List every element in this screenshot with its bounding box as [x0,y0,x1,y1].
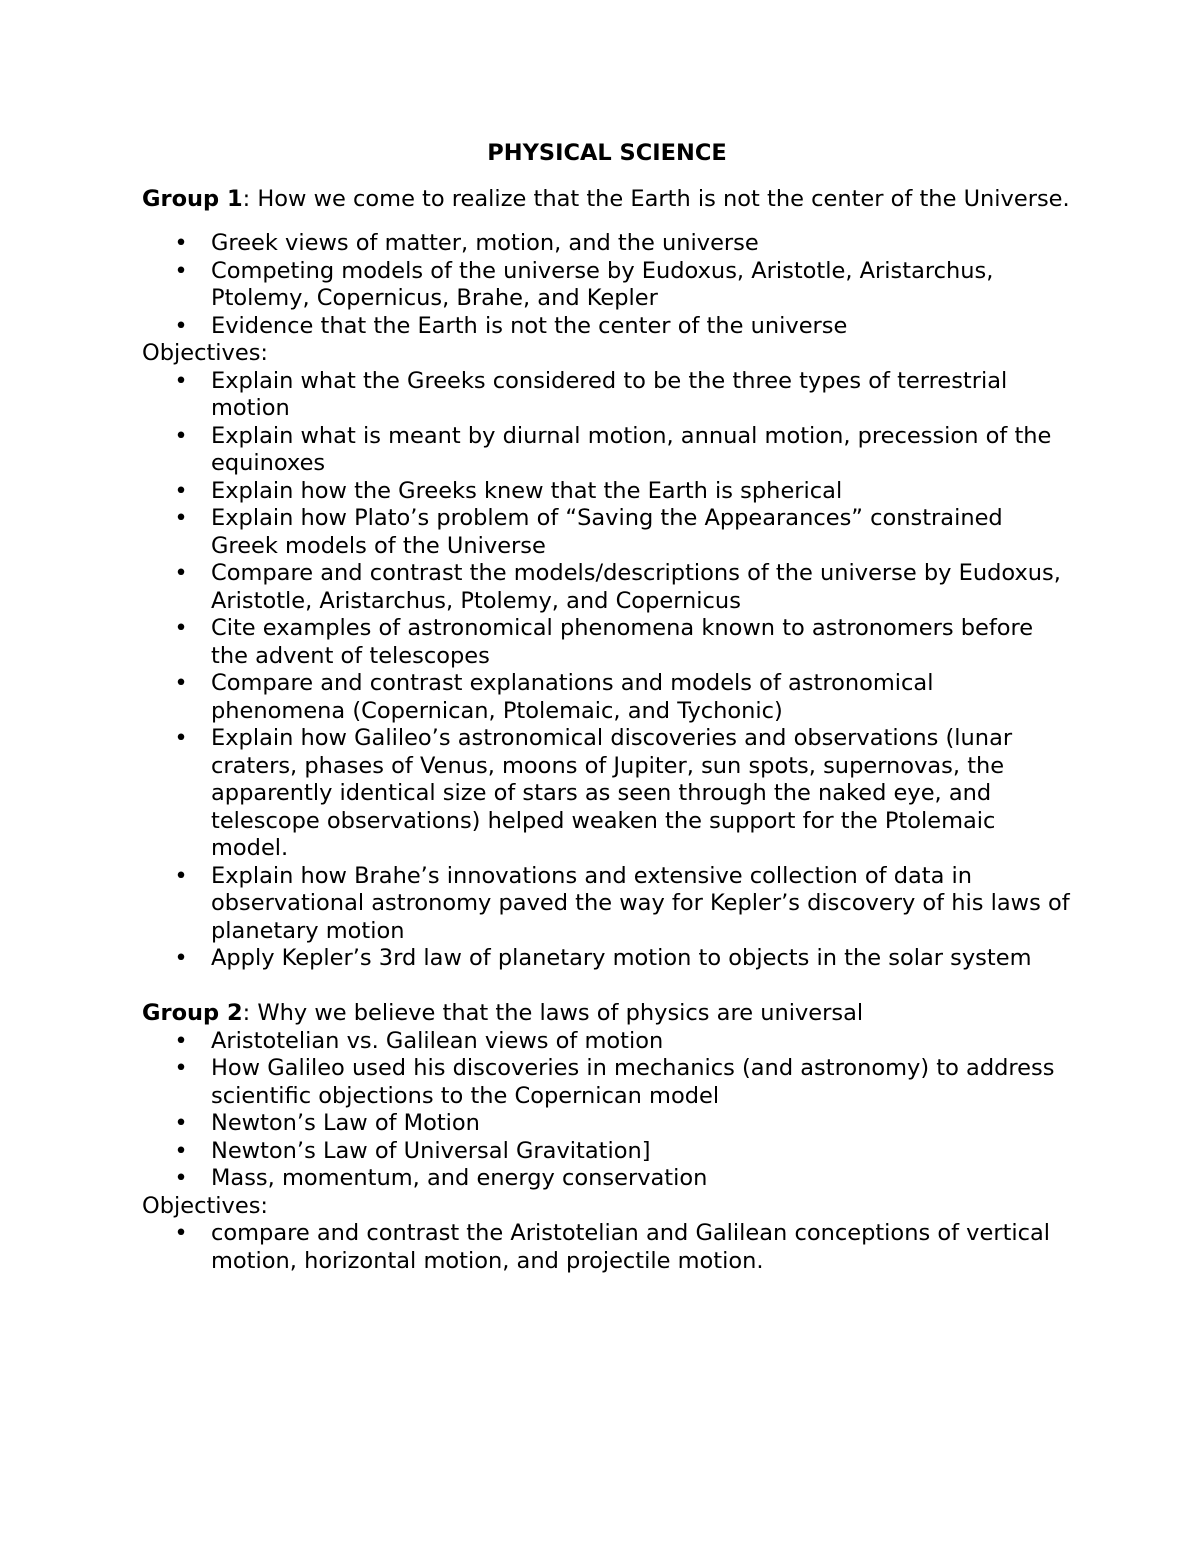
bullet-icon: • [174,725,188,751]
bullet-icon: • [174,422,188,449]
bullet-icon: • [174,257,188,284]
bullet-icon: • [174,505,188,531]
list-item: • Cite examples of astronomical phenomena known to astronomers before the advent of telescopes [174,615,1034,669]
group-2-topic: : Why we believe that the laws of physics are universal [242,1000,864,1026]
bullet-icon: • [174,1110,188,1136]
list-item: • Explain how Galileo’s astronomical discoveries and observations (lunar craters, phases of Venus, moons of Jupiter, sun spots, supernovas, the apparently identical size of stars as seen through the naked eye, and telescope observations) helped weaken the support for the Ptolemaic model. [174,725,1013,861]
bullet-icon: • [174,862,188,889]
list-item: • compare and contrast the Aristotelian and Galilean conceptions of vertical motion, horizontal motion, and projectile motion. [174,1220,1051,1274]
bullet-icon: • [174,1220,188,1246]
document-content [142,140,1072,1275]
list-item: • Compare and contrast the models/descriptions of the universe by Eudoxus, Aristotle, Aristarchus, Ptolemy, and Copernicus [174,560,1061,614]
bullet-icon: • [174,945,188,971]
list-item: • Explain what is meant by diurnal motion, annual motion, precession of the equinoxes [174,422,1052,476]
list-item: • Explain how Plato’s problem of “Saving the Appearances” constrained Greek models of the Universe [174,505,1003,559]
bullet-icon: • [174,1137,188,1164]
list-item: • How Galileo used his discoveries in mechanics (and astronomy) to address scientific objections to the Copernican model [174,1055,1055,1109]
list-item: • Compare and contrast explanations and models of astronomical phenomena (Copernican, Ptolemaic, and Tychonic) [174,670,934,724]
bullet-icon: • [174,615,188,641]
list-item: • Newton’s Law of Universal Gravitation] [174,1137,651,1164]
group-1-section [142,186,1072,973]
list-item: • Evidence that the Earth is not the center of the universe [174,312,848,339]
group-2-label: Group 2 [142,1000,243,1026]
group-1-objectives-label: Objectives: [142,340,268,366]
group-1-label: Group 1 [142,185,243,212]
group-2-heading [142,1000,1072,1028]
bullet-icon: • [174,1027,188,1054]
bullet-icon: • [174,670,188,696]
list-item: • Apply Kepler’s 3rd law of planetary motion to objects in the solar system [174,945,1032,971]
bullet-icon: • [174,230,188,256]
list-item: • Newton’s Law of Motion [174,1110,480,1136]
list-item: • Mass, momentum, and energy conservation [174,1165,708,1191]
group-1-objectives-list [142,368,1072,973]
group-1-heading [142,186,1072,214]
list-item: • Explain what the Greeks considered to be the three types of terrestrial motion [174,367,1008,421]
list-item: • Aristotelian vs. Galilean views of motion [174,1027,664,1054]
group-2-topics-list [142,1028,1072,1193]
list-item: • Greek views of matter, motion, and the universe [174,230,759,256]
list-item: • Explain how Brahe’s innovations and extensive collection of data in observational astronomy paved the way for Kepler’s discovery of his laws of planetary motion [174,862,1070,944]
group-2-section [142,1000,1072,1275]
group-1-topic: : How we come to realize that the Earth is not the center of the Universe. [242,185,1070,212]
group-1-topics-list [142,230,1072,340]
group-2-objectives-list [142,1220,1072,1275]
bullet-icon: • [174,560,188,586]
group-2-objectives-label: Objectives: [142,1192,268,1219]
list-item: • Competing models of the universe by Eudoxus, Aristotle, Aristarchus, Ptolemy, Copernicus, Brahe, and Kepler [174,257,994,311]
bullet-icon: • [174,1055,188,1081]
list-item: • Explain how the Greeks knew that the Earth is spherical [174,477,843,504]
page-title: PHYSICAL SCIENCE [487,140,727,166]
bullet-icon: • [174,1165,188,1191]
bullet-icon: • [174,477,188,504]
bullet-icon: • [174,312,188,339]
bullet-icon: • [174,367,188,394]
